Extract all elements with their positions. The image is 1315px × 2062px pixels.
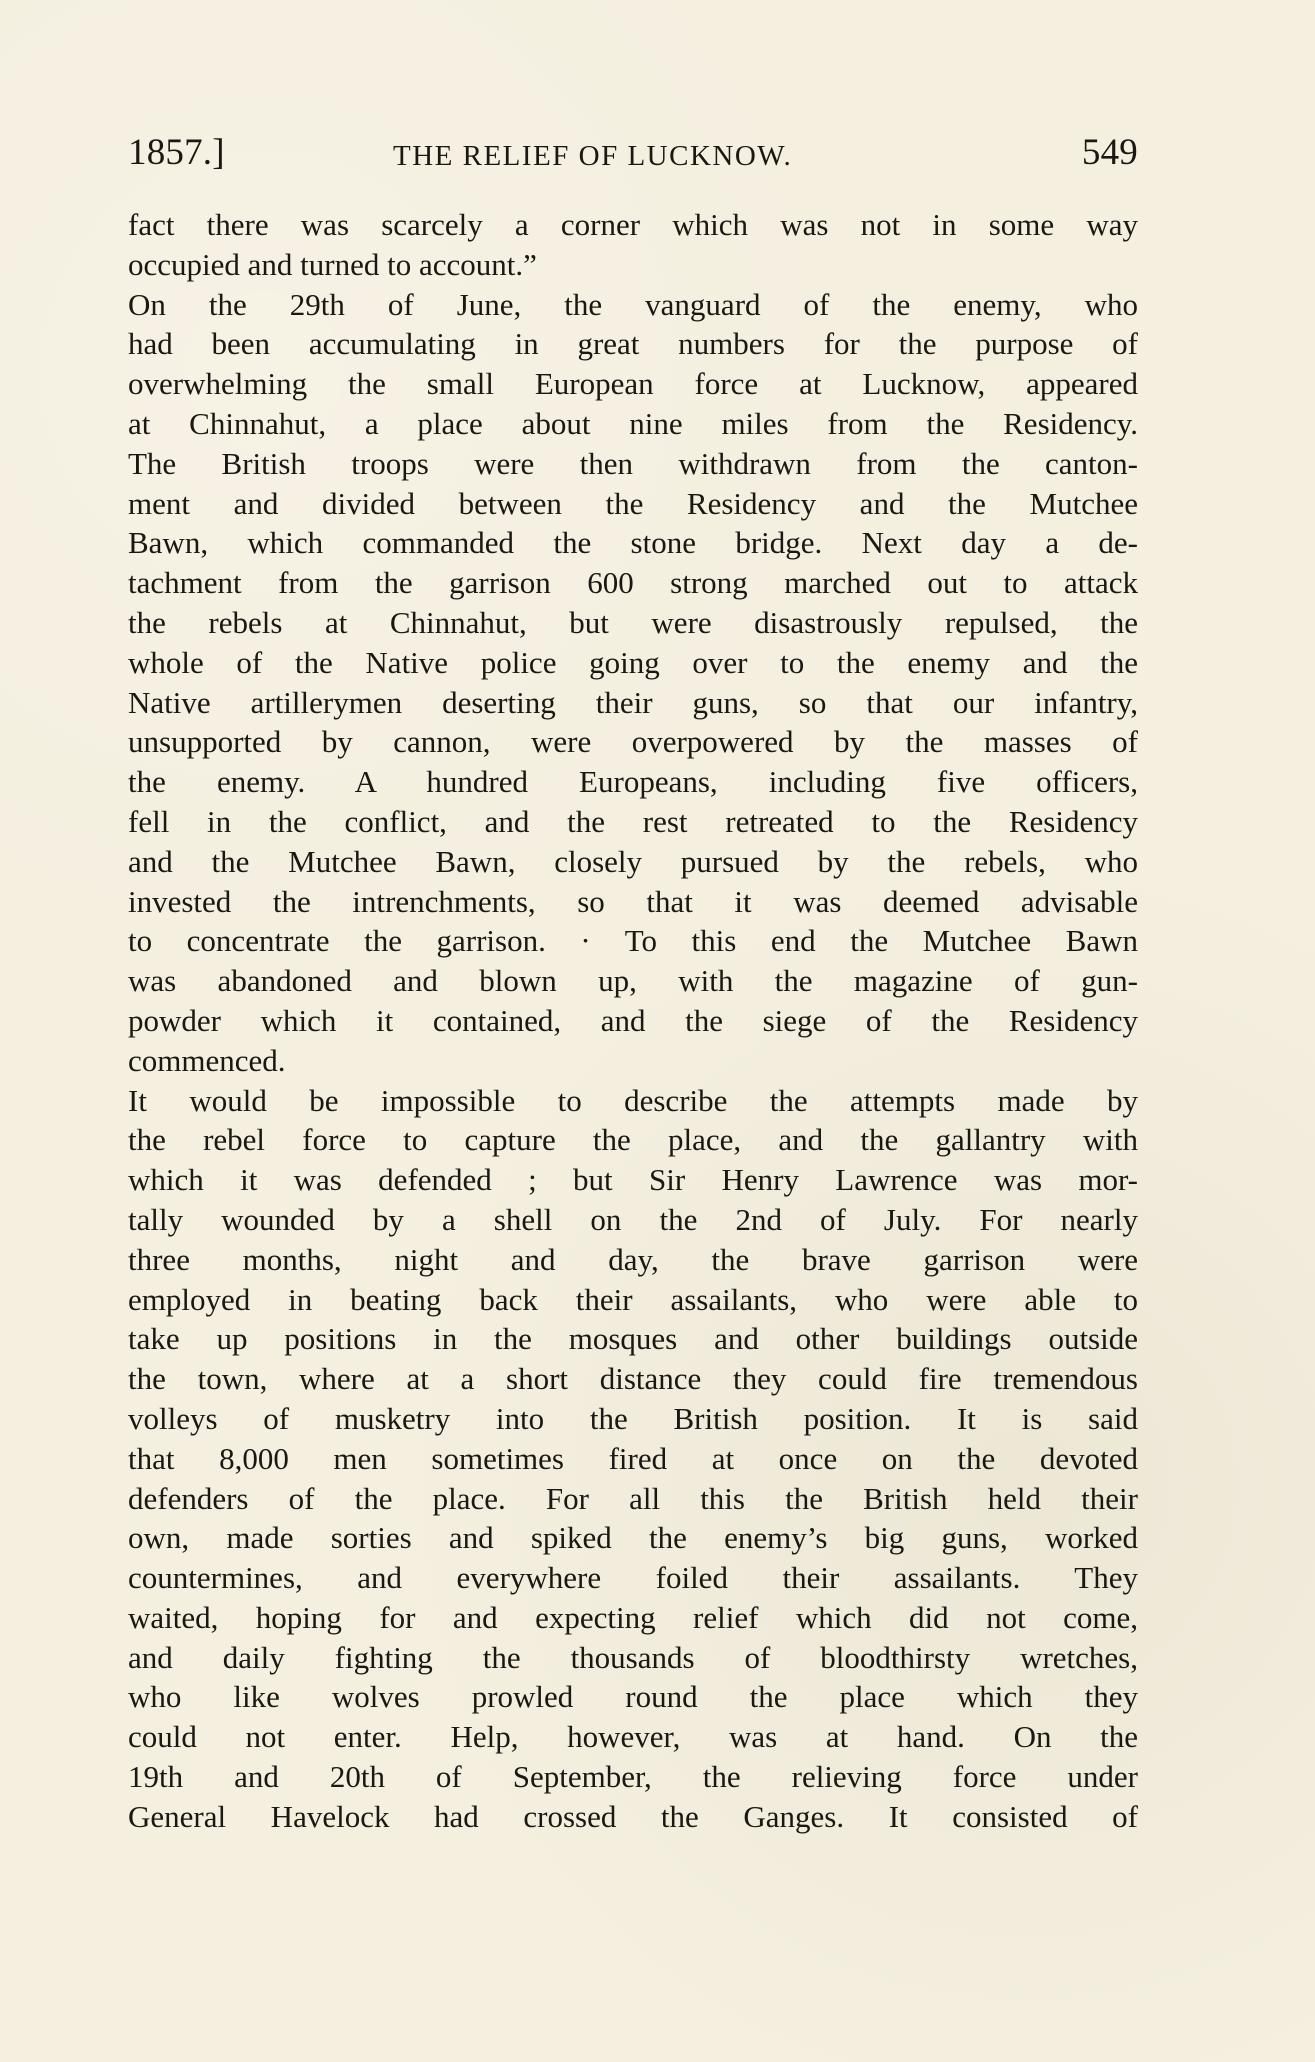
- text-line-40: 19th and 20th of September, the relieving force under: [128, 1759, 1138, 1795]
- text-line-10: tachment from the garrison 600 strong marched out to attack: [128, 565, 1138, 601]
- text-line-19: to concentrate the garrison. · To this end the Mutchee Bawn: [128, 923, 1138, 959]
- text-line-18: invested the intrenchments, so that it was deemed advisable: [128, 883, 1138, 919]
- text-line-23: It would be impossible to describe the attempts made by: [128, 1082, 1138, 1118]
- text-line-36: waited, hoping for and expecting relief which did not come,: [128, 1599, 1138, 1635]
- text-line-33: defenders of the place. For all this the British held their: [128, 1480, 1138, 1516]
- text-line-37: and daily fighting the thousands of bloodthirsty wretches,: [128, 1639, 1138, 1675]
- text-line-17: and the Mutchee Bawn, closely pursued by the rebels, who: [128, 843, 1138, 879]
- text-line-28: employed in beating back their assailants, who were able to: [128, 1281, 1138, 1317]
- text-line-41: General Havelock had crossed the Ganges. It consisted of: [128, 1798, 1138, 1834]
- text-line-26: tally wounded by a shell on the 2nd of July. For nearly: [128, 1201, 1138, 1237]
- text-line-13: Native artillerymen deserting their guns, so that our infantry,: [128, 684, 1138, 720]
- text-line-3: On the 29th of June, the vanguard of the enemy, who: [128, 286, 1138, 322]
- header-title: THE RELIEF OF LUCKNOW.: [393, 140, 793, 172]
- text-line-1: fact there was scarcely a corner which was not in some way: [128, 207, 1138, 242]
- text-line-6: at Chinnahut, a place about nine miles from the Residency.: [128, 405, 1138, 441]
- text-line-25: which it was defended ; but Sir Henry Lawrence was mor-: [128, 1162, 1138, 1198]
- text-line-31: volleys of musketry into the British position. It is said: [128, 1400, 1138, 1436]
- body-text: [128, 205, 1138, 1837]
- text-line-20: was abandoned and blown up, with the magazine of gun-: [128, 963, 1138, 999]
- text-line-22: commenced.: [128, 1042, 286, 1078]
- text-line-2: occupied and turned to account.”: [128, 246, 537, 282]
- text-line-9: Bawn, which commanded the stone bridge. Next day a de-: [128, 525, 1138, 561]
- text-line-38: who like wolves prowled round the place which they: [128, 1679, 1138, 1715]
- header-year: 1857.]: [128, 132, 225, 173]
- text-line-27: three months, night and day, the brave garrison were: [128, 1241, 1138, 1277]
- text-line-35: countermines, and everywhere foiled their assailants. They: [128, 1560, 1138, 1596]
- text-line-34: own, made sorties and spiked the enemy’s big guns, worked: [128, 1520, 1138, 1556]
- running-header: [128, 134, 1138, 182]
- text-line-11: the rebels at Chinnahut, but were disastrously repulsed, the: [128, 604, 1138, 640]
- text-line-29: take up positions in the mosques and other buildings outside: [128, 1321, 1138, 1357]
- text-line-5: overwhelming the small European force at Lucknow, appeared: [128, 366, 1138, 402]
- text-line-7: The British troops were then withdrawn from the canton-: [128, 445, 1138, 481]
- text-line-24: the rebel force to capture the place, and the gallantry with: [128, 1122, 1138, 1158]
- text-line-14: unsupported by cannon, were overpowered by the masses of: [128, 724, 1138, 760]
- text-line-16: fell in the conflict, and the rest retreated to the Residency: [128, 803, 1138, 839]
- text-line-8: ment and divided between the Residency and the Mutchee: [128, 485, 1138, 521]
- text-line-15: the enemy. A hundred Europeans, including five officers,: [128, 764, 1138, 800]
- page-number: 549: [1081, 132, 1138, 173]
- text-line-39: could not enter. Help, however, was at hand. On the: [128, 1719, 1138, 1755]
- text-line-30: the town, where at a short distance they could fire tremendous: [128, 1361, 1138, 1397]
- text-line-4: had been accumulating in great numbers for the purpose of: [128, 326, 1138, 362]
- text-line-21: powder which it contained, and the siege of the Residency: [128, 1002, 1138, 1038]
- text-line-12: whole of the Native police going over to the enemy and the: [128, 644, 1138, 680]
- text-line-32: that 8,000 men sometimes fired at once on the devoted: [128, 1440, 1138, 1476]
